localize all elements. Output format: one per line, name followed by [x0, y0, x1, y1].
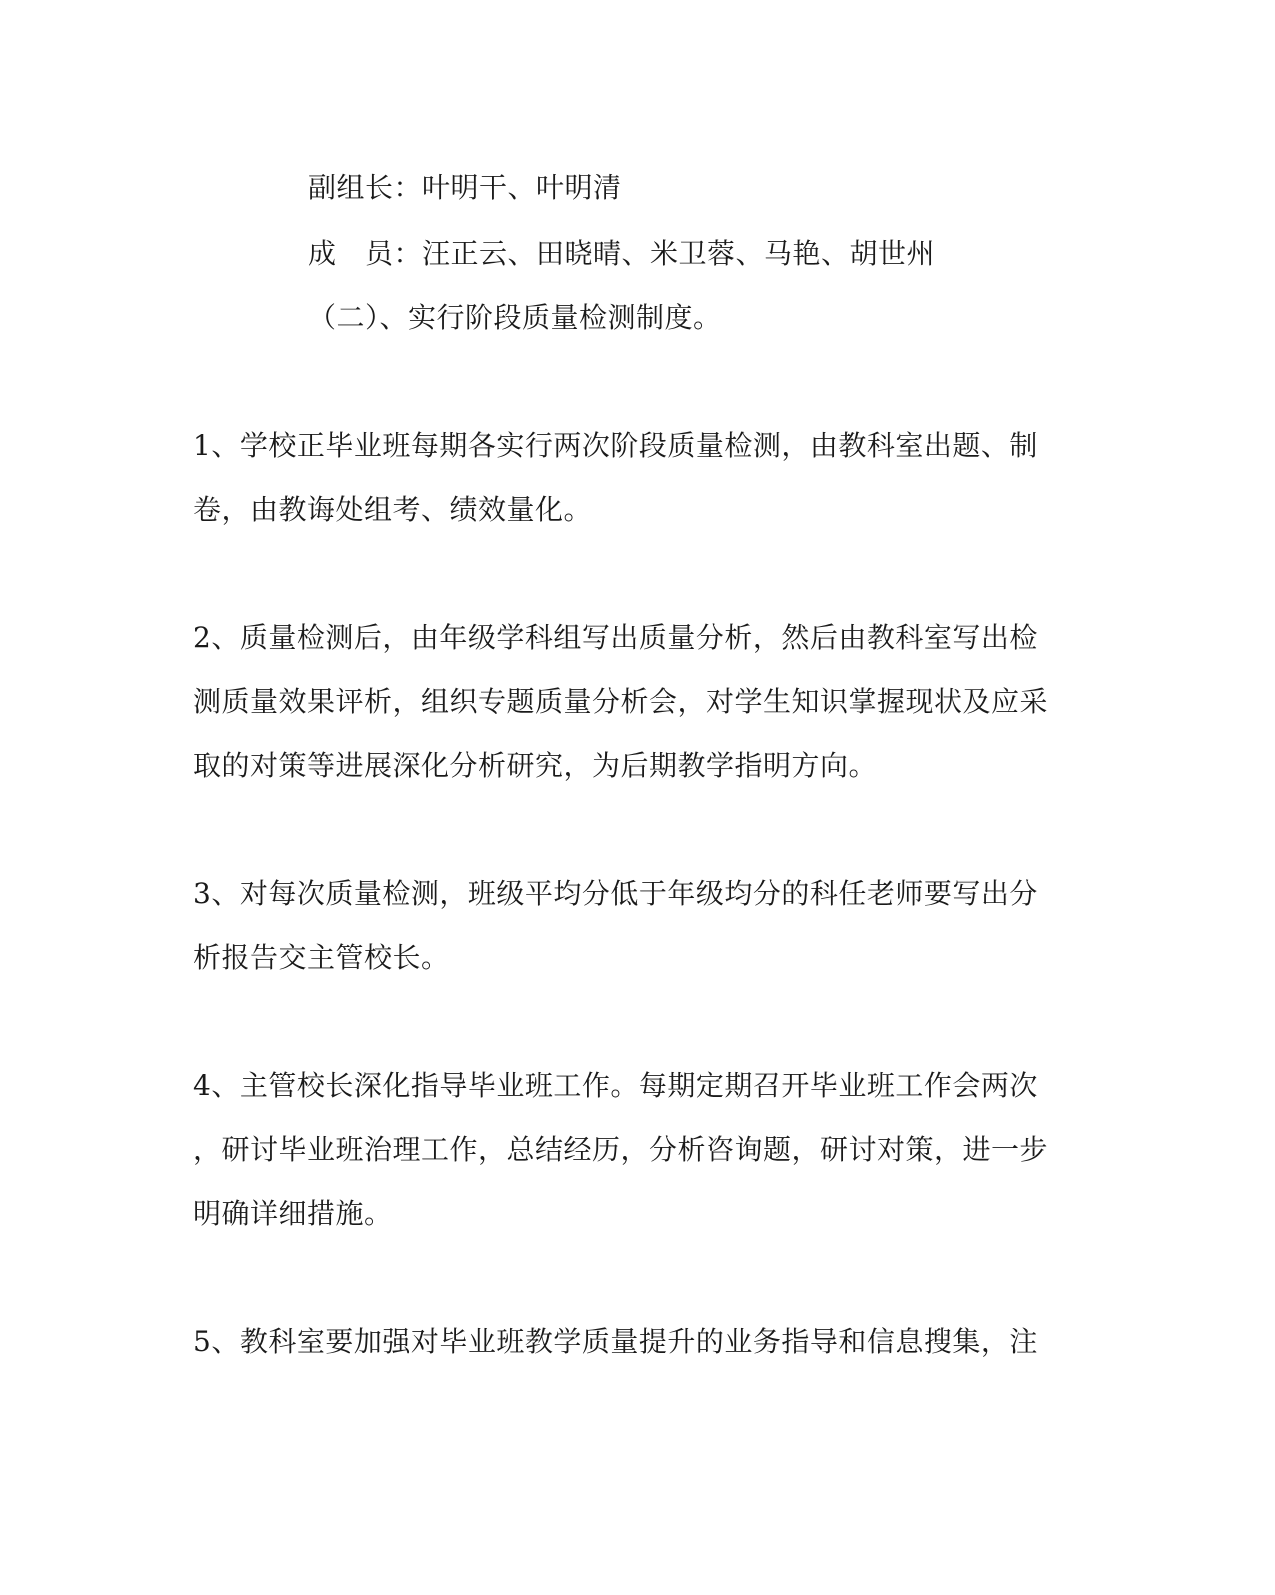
paragraph-line: 5、教科室要加强对毕业班教学质量提升的业务指导和信息搜集，注: [193, 1325, 1038, 1358]
paragraph-line: 析报告交主管校长。: [193, 941, 450, 974]
paragraph-line: 4、主管校长深化指导毕业班工作。每期定期召开毕业班工作会两次: [193, 1069, 1038, 1102]
section-heading: （二）、实行阶段质量检测制度。: [308, 301, 722, 334]
paragraph-line: 测质量效果评析，组织专题质量分析会，对学生知识掌握现状及应采: [193, 685, 1049, 718]
paragraph-line: 3、对每次质量检测，班级平均分低于年级均分的科任老师要写出分: [193, 877, 1038, 910]
members-line: 成 员：汪正云、田晓晴、米卫蓉、马艳、胡世州: [308, 237, 936, 270]
paragraph-line: 明确详细措施。: [193, 1197, 393, 1230]
paragraph-line: 2、质量检测后，由年级学科组写出质量分析，然后由教科室写出检: [193, 621, 1038, 654]
paragraph-line: 卷，由教诲处组考、绩效量化。: [193, 493, 593, 526]
paragraph-line: 取的对策等进展深化分析研究，为后期教学指明方向。: [193, 749, 878, 782]
paragraph-line: ，研讨毕业班治理工作，总结经历，分析咨询题，研讨对策，进一步: [193, 1133, 1049, 1166]
paragraph-line: 1、学校正毕业班每期各实行两次阶段质量检测，由教科室出题、制: [193, 429, 1038, 462]
vice-leader-line: 副组长：叶明干、叶明清: [308, 171, 622, 204]
